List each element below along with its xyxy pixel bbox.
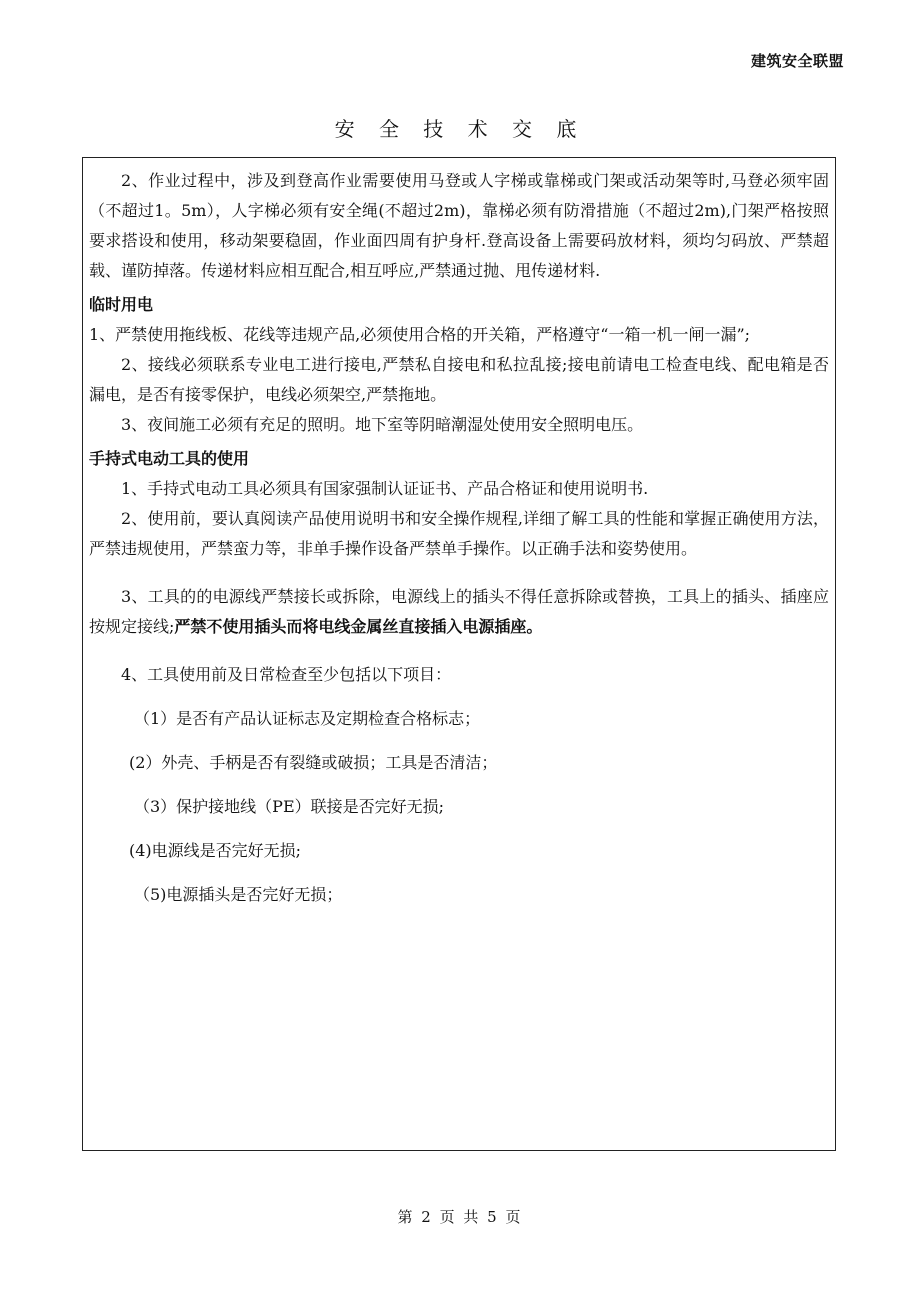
header-brand: 建筑安全联盟: [750, 52, 844, 70]
paragraph-ladder-safety: 2、作业过程中，涉及到登高作业需要使用马登或人字梯或靠梯或门架或活动架等时,马登必须牢固（不超过1。5m），人字梯必须有安全绳(不超过2m)，靠梯必须有防滑措施（不超过2m),门架严格按照要求搭设和使用，移动架要稳固，作业面四周有护身杆.登高设备上需要码放材料，须均匀码放、严禁超载、谨防掉落。传递材料应相互配合,相互呼应,严禁通过抛、甩传递材料.: [89, 171, 829, 280]
document-title: 安 全 技 术 交 底: [334, 117, 586, 141]
checklist-item-4: (4)电源线是否完好无损;: [129, 841, 302, 860]
checklist-item-5: （5)电源插头是否完好无损；: [134, 885, 343, 904]
heading-temporary-power: 临时用电: [89, 295, 154, 314]
heading-power-tools: 手持式电动工具的使用: [89, 449, 250, 468]
checklist-item-1: （1）是否有产品认证标志及定期检查合格标志；: [134, 709, 481, 728]
content-box: [82, 157, 836, 1151]
checklist-item-2: (2）外壳、手柄是否有裂缝或破损；工具是否清洁；: [129, 753, 498, 772]
checklist-item-3: （3）保护接地线（PE）联接是否完好无损;: [134, 797, 445, 816]
paragraph-tools-1: 1、手持式电动工具必须具有国家强制认证证书、产品合格证和使用说明书.: [121, 479, 649, 498]
paragraph-tools-3-emphasis: 严禁不使用插头而将电线金属丝直接插入电源插座。: [174, 617, 543, 636]
paragraph-tools-4: 4、工具使用前及日常检查至少包括以下项目：: [121, 665, 452, 684]
paragraph-tools-3: [89, 582, 829, 642]
paragraph-power-1: 1、严禁使用拖线板、花线等违规产品,必须使用合格的开关箱，严格遵守“一箱一机一闸一漏”;: [89, 325, 751, 344]
paragraph-power-3: 3、夜间施工必须有充足的照明。地下室等阴暗潮湿处使用安全照明电压。: [121, 415, 644, 434]
paragraph-tools-2: 2、使用前，要认真阅读产品使用说明书和安全操作规程,详细了解工具的性能和掌握正确使用方法，严禁违规使用，严禁蛮力等，非单手操作设备严禁单手操作。以正确手法和姿势使用。: [89, 509, 829, 558]
paragraph-tools-3-text: 3、工具的的电源线严禁接长或拆除，电源线上的插头不得任意拆除或替换，工具上的插头、插座应按规定接线;: [89, 587, 829, 636]
page-number: 第 2 页 共 5 页: [397, 1208, 523, 1226]
paragraph-power-2: 2、接线必须联系专业电工进行接电,严禁私自接电和私拉乱接;接电前请电工检查电线、配电箱是否漏电，是否有接零保护，电线必须架空,严禁拖地。: [89, 355, 829, 404]
